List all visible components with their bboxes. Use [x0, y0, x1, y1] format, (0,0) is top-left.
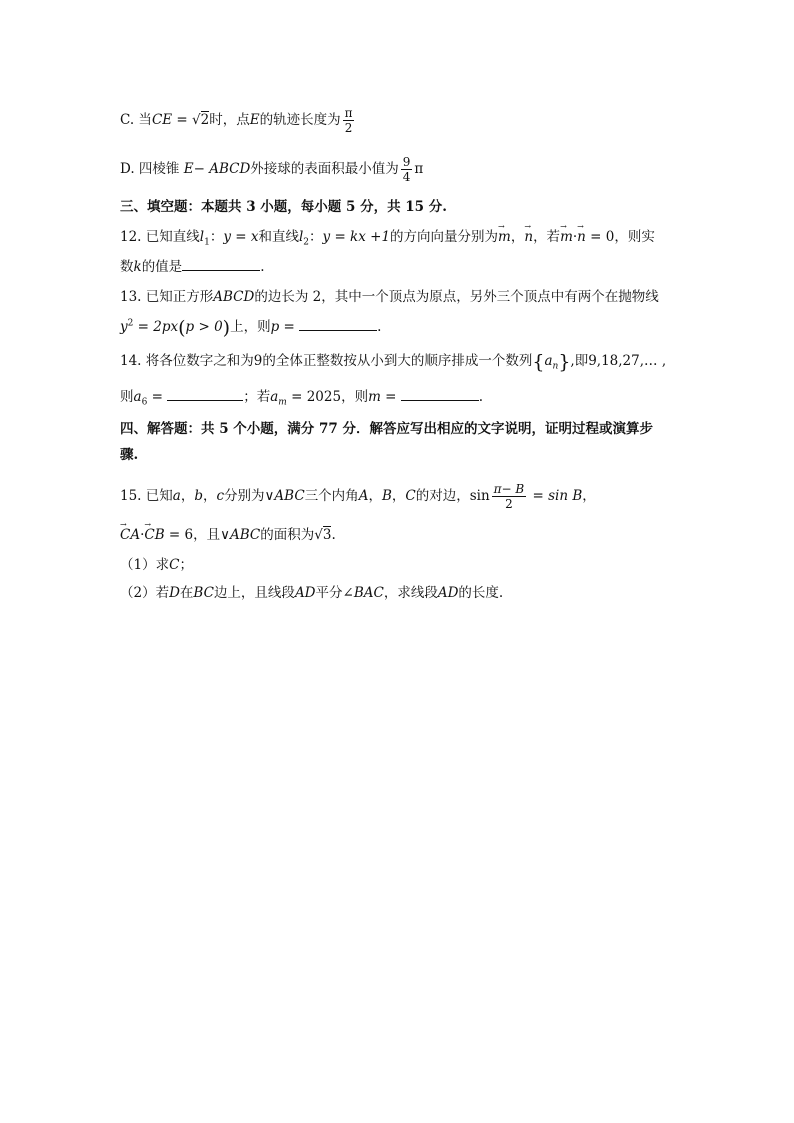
q14-nine: 9: [253, 353, 263, 369]
q12-l2-sub: 2: [303, 237, 310, 248]
q12-colon-1: ：: [209, 229, 224, 245]
q14-text-c: ,即: [570, 353, 589, 369]
answer-blank-q14-m[interactable]: [401, 386, 479, 401]
q12-text-a: 12. 已知直线: [120, 229, 200, 245]
q12-eq-1: y = x: [223, 229, 259, 245]
option-c-label: C. 当: [120, 112, 152, 128]
q15-root: 3: [322, 527, 332, 543]
q15-ad-2: AD: [437, 585, 459, 601]
q13-square: 2: [127, 318, 134, 329]
question-15-line-2: [120, 524, 336, 546]
q12-vector-m-2: → m: [560, 226, 573, 248]
q13-text-b: 的边长为 2，其中一个顶点为原点，另外三个顶点中有两个在抛物线: [254, 289, 659, 305]
q13-text-c: 上，则: [230, 319, 271, 335]
question-14-line-1: [120, 350, 666, 373]
q15-text-f: ，且: [193, 527, 221, 543]
fraction-denominator: 2: [505, 497, 513, 511]
q13-p: p: [270, 319, 280, 335]
q14-then: ，则: [341, 389, 369, 405]
q15-angle-a: A: [358, 488, 369, 504]
q15-comma-3: ，: [368, 488, 382, 504]
q12-text-d: ，若: [533, 229, 561, 245]
option-c-eq: =: [172, 112, 193, 128]
brace-close: }: [558, 351, 571, 373]
section-4-heading: 四、解答题：共 5 个小题，满分 77 分．解答应写出相应的文字说明，证明过程或演算步: [120, 421, 653, 437]
q12-vector-n-2: → n: [577, 226, 586, 248]
answer-blank-q13[interactable]: [299, 316, 377, 331]
q15-part2-a: （2）若: [120, 585, 170, 601]
q14-eq-2025: = 2025: [286, 389, 342, 405]
q14-line2-a: 则: [120, 389, 134, 405]
q15-ad: AD: [294, 585, 316, 601]
q14-eq-sign-2: =: [380, 389, 401, 405]
q12-dot: ·: [572, 229, 578, 245]
q14-eq-sign: =: [147, 389, 168, 405]
question-13-line-1: [120, 286, 659, 308]
q12-end: .: [260, 259, 265, 275]
q12-vector-n: → n: [524, 226, 533, 248]
q12-line2-b: 的值是: [141, 259, 183, 275]
q15-part1-c: C: [169, 557, 180, 573]
sqrt-symbol: √: [192, 112, 201, 128]
q12-line2-a: 数: [120, 259, 134, 275]
q14-am: a: [270, 389, 279, 405]
q15-bc: BC: [193, 585, 214, 601]
q15-text-b: 分别为: [224, 488, 265, 504]
option-c-root: 2: [200, 112, 210, 128]
q15-text-c: 三个内角: [304, 488, 359, 504]
q14-text-b: 的全体正整数按从小到大的顺序排成一个数列: [262, 353, 533, 369]
q15-angle-c: C: [405, 488, 416, 504]
option-d: [120, 155, 423, 184]
q12-l1-sub: 1: [204, 237, 210, 248]
q15-dot: ·: [140, 527, 145, 543]
option-c-ce: CE: [151, 112, 173, 128]
q15-triangle: ∨ABC: [264, 488, 305, 504]
q12-eq-2: y = kx +1: [322, 229, 391, 245]
q15-point-d: D: [169, 585, 180, 601]
q15-end: .: [331, 527, 336, 543]
q13-y: y: [120, 319, 128, 335]
q12-text-b: 和直线: [258, 229, 299, 245]
q15-fraction: [492, 482, 527, 511]
q15-angle-b: B: [381, 488, 392, 504]
fraction-numerator: 9: [402, 155, 411, 169]
q15-triangle-2: ∨ABC: [220, 527, 261, 543]
question-14-line-2: [120, 386, 483, 408]
option-c-point-e: E: [249, 112, 260, 128]
paren-close: ): [222, 317, 231, 339]
q15-part2-f: 的长度.: [458, 585, 504, 601]
q12-k: k: [133, 259, 142, 275]
q15-c: c: [216, 488, 225, 504]
q13-condition: p > 0: [185, 319, 223, 335]
q14-a6-sub: 6: [141, 397, 148, 408]
answer-blank-q14-a6[interactable]: [167, 386, 243, 401]
q14-a: a: [544, 353, 553, 369]
q15-part2-c: 边上，且线段: [213, 585, 295, 601]
option-d-label: D. 四棱锥: [120, 161, 180, 177]
option-d-pi: π: [414, 161, 424, 177]
q15-text-g: 的面积为: [260, 527, 315, 543]
q15-text-d: 的对边，: [415, 488, 470, 504]
q15-text-e: ，: [582, 488, 596, 504]
q13-eq: = 2px: [133, 319, 179, 335]
q15-comma-4: ，: [391, 488, 406, 504]
q15-a: a: [172, 488, 181, 504]
fraction-denominator: 2: [344, 121, 353, 135]
answer-blank-q12[interactable]: [182, 256, 260, 271]
q13-end: .: [377, 319, 382, 335]
q12-text-c: 的方向向量分别为: [390, 229, 499, 245]
q12-colon-2: ：: [309, 229, 323, 245]
paren-open: (: [178, 317, 186, 339]
q13-abcd: ABCD: [213, 289, 255, 305]
q15-eq-sin: = sin B: [528, 488, 583, 504]
q14-am-sub: m: [278, 397, 287, 408]
question-15-part-1: [120, 554, 193, 576]
q14-a-sub: n: [552, 361, 559, 372]
fraction-numerator: π− B: [493, 482, 525, 496]
q14-sequence: 9,18,27,… ,: [588, 353, 667, 369]
section-4-heading-line-2: 骤.: [120, 447, 139, 463]
option-d-solid: E− ABCD: [183, 161, 251, 177]
q15-comma-1: ，: [180, 488, 195, 504]
q12-vector-m: → m: [498, 226, 511, 248]
q14-a6: a: [133, 389, 142, 405]
q15-comma-2: ，: [202, 488, 217, 504]
q14-m: m: [368, 389, 381, 405]
q12-l2: l: [298, 229, 304, 245]
option-d-rest: 外接球的表面积最小值为: [250, 161, 399, 177]
q12-eq-zero: = 0: [585, 229, 615, 245]
q12-comma: ，: [510, 229, 525, 245]
option-c-mid: 时，点: [209, 112, 250, 128]
option-c: [120, 106, 356, 135]
option-c-rest: 的轨迹长度为: [259, 112, 341, 128]
question-15-part-2: [120, 582, 503, 604]
brace-open: {: [532, 351, 545, 373]
q12-l1: l: [199, 229, 205, 245]
q15-text-a: 15. 已知: [120, 488, 173, 504]
q15-part1-a: （1）求: [120, 557, 170, 573]
q15-angle-bac: ∠BAC: [342, 585, 384, 601]
sqrt-symbol: √: [314, 527, 323, 543]
q15-eq-6: = 6: [164, 527, 194, 543]
q14-end: .: [478, 389, 484, 405]
question-12-line-2: [120, 256, 264, 278]
question-13-line-2: [120, 316, 381, 339]
q15-part2-b: 在: [179, 585, 194, 601]
fraction-denominator: 4: [402, 170, 411, 184]
option-d-fraction: [401, 155, 413, 184]
q15-sin: sin: [469, 488, 490, 504]
q14-semi: ；若: [243, 389, 271, 405]
q12-text-e: ，则实: [614, 229, 655, 245]
question-15-line-1: [120, 482, 596, 511]
q15-part2-d: 平分: [315, 585, 343, 601]
section-3-heading: 三、填空题：本题共 3 小题，每小题 5 分，共 15 分.: [120, 199, 447, 215]
q15-part2-e: ，求线段: [383, 585, 438, 601]
fraction-numerator: π: [344, 106, 353, 120]
q15-part1-b: ；: [179, 557, 193, 573]
question-12-line-1: [120, 226, 655, 248]
q13-eq-sign: =: [279, 319, 300, 335]
q13-text-a: 13. 已知正方形: [120, 289, 214, 305]
option-c-fraction: [343, 106, 355, 135]
q15-vector-ca: → CA: [120, 524, 140, 546]
q14-text-a: 14. 将各位数字之和为: [120, 353, 254, 369]
q15-vector-cb: → CB: [144, 524, 164, 546]
q15-b: b: [194, 488, 203, 504]
